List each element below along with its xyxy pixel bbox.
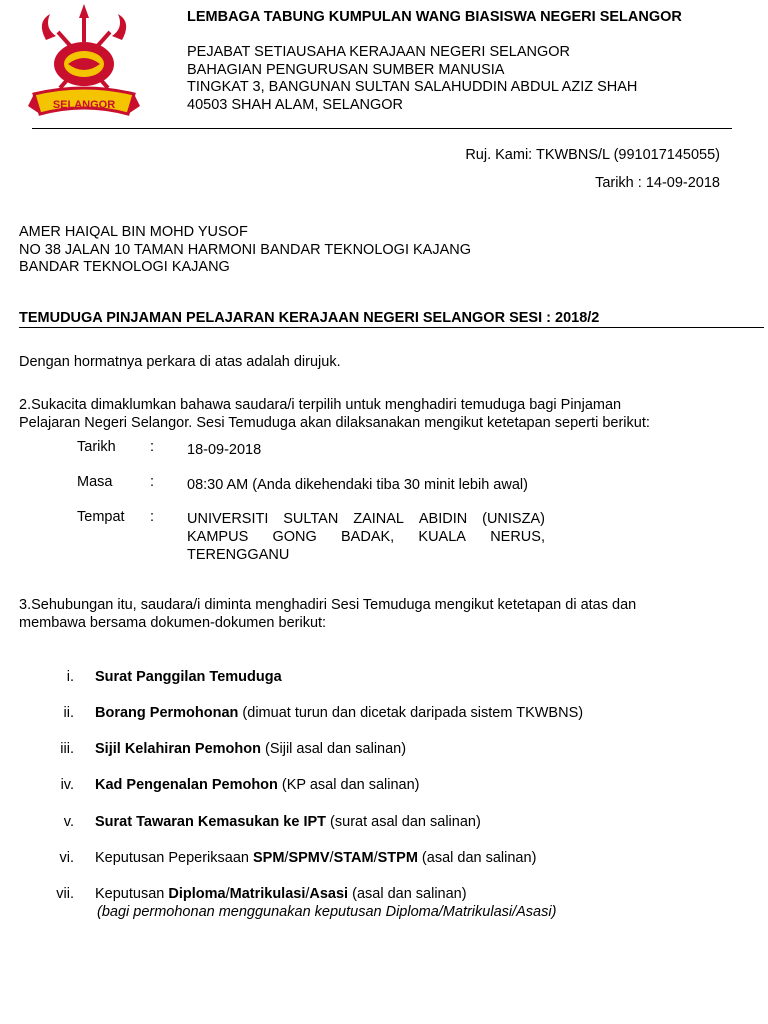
tempat-word: SULTAN (283, 511, 339, 527)
address-line-2: BAHAGIAN PENGURUSAN SUMBER MANUSIA (187, 62, 505, 78)
list-number: vi. (59, 850, 74, 866)
document-item-7: Keputusan Diploma/Matrikulasi/Asasi (asal dan salinan) (95, 886, 467, 902)
tempat-word: (UNISZA) (482, 511, 545, 527)
address-line-1: PEJABAT SETIAUSAHA KERAJAAN NEGERI SELANGOR (187, 44, 571, 60)
document-item-2: Borang Permohonan (dimuat turun dan dicetak daripada sistem TKWBNS) (95, 705, 584, 721)
header-divider (32, 128, 732, 129)
list-number: i. (66, 669, 74, 685)
tarikh-label: Tarikh (77, 439, 116, 455)
tempat-word: NERUS, (490, 529, 545, 545)
paragraph-3-line-2: membawa bersama dokumen-dokumen berikut: (19, 615, 327, 631)
letter-subject: TEMUDUGA PINJAMAN PELAJARAN KERAJAAN NEGERI SELANGOR SESI : 2018/2 (19, 310, 600, 326)
tempat-word: GONG (272, 529, 317, 545)
document-item-6: Keputusan Peperiksaan SPM/SPMV/STAM/STPM (asal dan salinan) (95, 850, 537, 866)
document-item-5: Surat Tawaran Kemasukan ke IPT (surat asal dan salinan) (95, 814, 481, 830)
recipient-address-2: BANDAR TEKNOLOGI KAJANG (19, 259, 230, 275)
letter-date: Tarikh : 14-09-2018 (595, 175, 720, 191)
list-number: iii. (60, 741, 74, 757)
tempat-colon: : (150, 509, 155, 525)
tempat-line-2 (187, 528, 545, 546)
crest-label: SELANGOR (52, 99, 116, 111)
organization-name: LEMBAGA TABUNG KUMPULAN WANG BIASISWA NEGERI SELANGOR (187, 9, 682, 25)
tempat-line-3: TERENGGANU (187, 547, 290, 563)
tempat-line-1 (187, 510, 545, 528)
list-number: v. (63, 814, 74, 830)
tempat-word: BADAK, (341, 529, 395, 545)
list-number: iv. (60, 777, 74, 793)
masa-colon: : (150, 474, 155, 490)
reference-number: Ruj. Kami: TKWBNS/L (991017145055) (465, 147, 720, 163)
tarikh-value: 18-09-2018 (187, 442, 262, 458)
selangor-crest-logo (28, 2, 140, 126)
tarikh-colon: : (150, 439, 155, 455)
list-number: ii. (63, 705, 74, 721)
tempat-word: UNIVERSITI (187, 511, 269, 527)
masa-value: 08:30 AM (Anda dikehendaki tiba 30 minit lebih awal) (187, 477, 528, 493)
paragraph-2-line-2: Pelajaran Negeri Selangor. Sesi Temuduga akan dilaksanakan mengikut ketetapan seperti berikut: (19, 415, 650, 431)
subject-underline (19, 327, 764, 328)
opening-paragraph: Dengan hormatnya perkara di atas adalah dirujuk. (19, 354, 341, 370)
tempat-word: ZAINAL (353, 511, 404, 527)
address-line-4: 40503 SHAH ALAM, SELANGOR (187, 97, 403, 113)
address-line-3: TINGKAT 3, BANGUNAN SULTAN SALAHUDDIN ABDUL AZIZ SHAH (187, 79, 638, 95)
list-number: vii. (56, 886, 74, 902)
paragraph-3-line-1: 3.Sehubungan itu, saudara/i diminta menghadiri Sesi Temuduga mengikut ketetapan di atas dan (19, 597, 637, 613)
document-item-3: Sijil Kelahiran Pemohon (Sijil asal dan salinan) (95, 741, 407, 757)
tempat-word: KUALA (418, 529, 466, 545)
masa-label: Masa (77, 474, 113, 490)
document-item-1: Surat Panggilan Temuduga (95, 669, 282, 685)
document-item-4: Kad Pengenalan Pemohon (KP asal dan salinan) (95, 777, 420, 793)
tempat-label: Tempat (77, 509, 125, 525)
tempat-value (187, 510, 545, 564)
paragraph-2-line-1: 2.Sukacita dimaklumkan bahawa saudara/i terpilih untuk menghadiri temuduga bagi Pinjaman (19, 397, 622, 413)
tempat-word: ABIDIN (418, 511, 468, 527)
recipient-name: AMER HAIQAL BIN MOHD YUSOF (19, 224, 248, 240)
tempat-word: KAMPUS (187, 529, 249, 545)
recipient-address-1: NO 38 JALAN 10 TAMAN HARMONI BANDAR TEKNOLOGI KAJANG (19, 242, 472, 258)
document-item-7-note: (bagi permohonan menggunakan keputusan Diploma/Matrikulasi/Asasi) (97, 904, 557, 920)
